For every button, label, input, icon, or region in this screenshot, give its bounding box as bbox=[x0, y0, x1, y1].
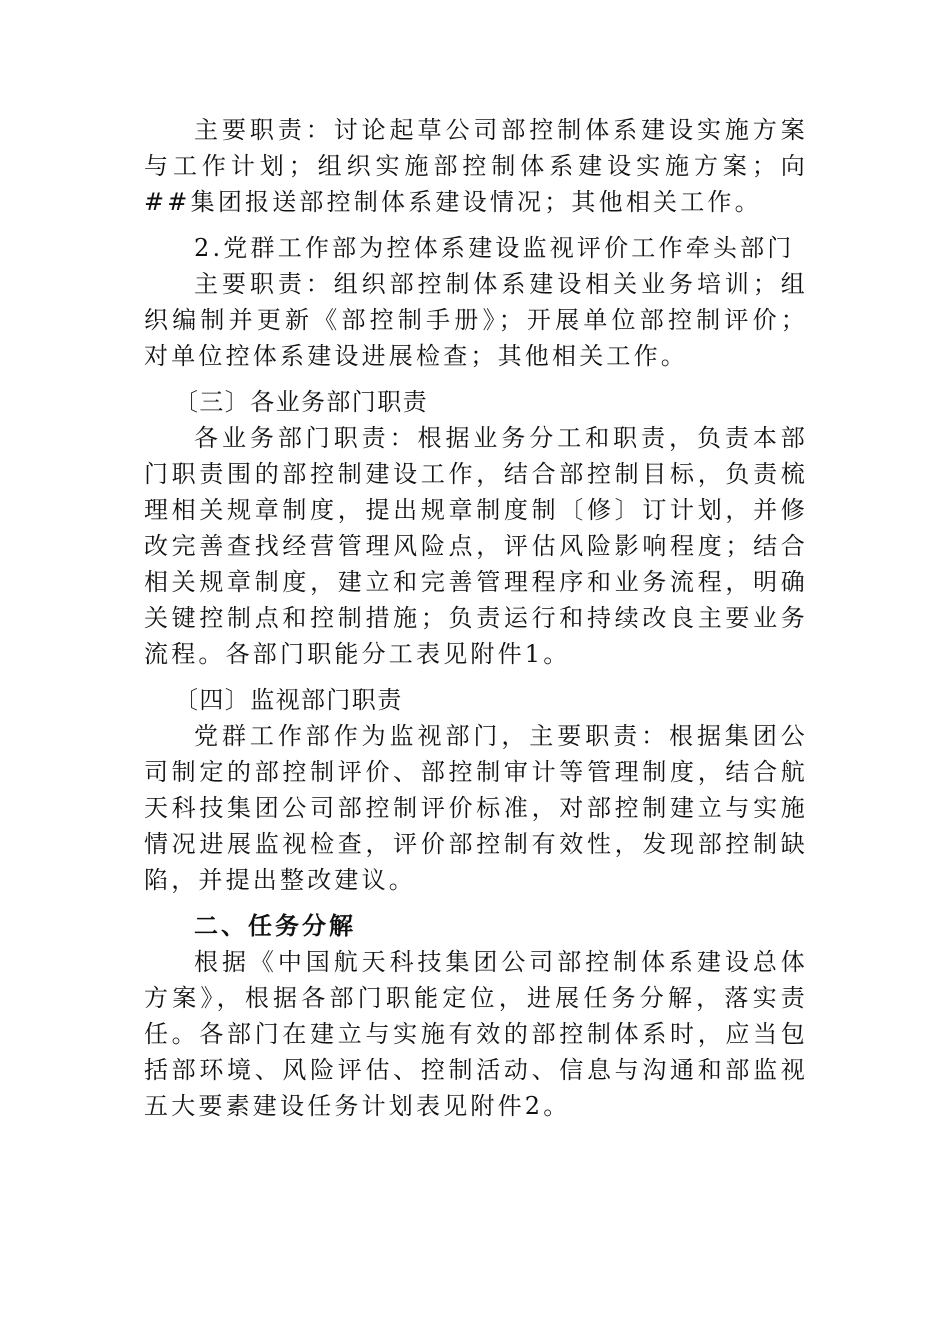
paragraph-business-departments: 各业务部门职责：根据业务分工和职责，负责本部门职责围的部控制建设工作，结合部控制目标，负责梳理相关规章制度，提出规章制度制〔修〕订计划，并修改完善查找经营管理风险点，评估风险影响程度；结合相关规章制度，建立和完善管理程序和业务流程，明确关键控制点和控制措施；负责运行和持续改良主要业务流程。各部门职能分工表见附件1。 bbox=[144, 424, 808, 668]
paragraph-supervision-department: 党群工作部作为监视部门，主要职责：根据集团公司制定的部控制评价、部控制审计等管理制度，结合航天科技集团公司部控制评价标准，对部控制建立与实施情况进展监视检查，评价部控制有效性，发现部控制缺陷，并提出整改建议。 bbox=[144, 722, 808, 894]
paragraph-main-duties-2: 主要职责：组织部控制体系建设相关业务培训；组织编制并更新《部控制手册》；开展单位部控制评价；对单位控体系建设进展检查；其他相关工作。 bbox=[144, 270, 808, 370]
paragraph-main-duties-1: 主要职责：讨论起草公司部控制体系建设实施方案与工作计划；组织实施部控制体系建设实施方案；向##集团报送部控制体系建设情况；其他相关工作。 bbox=[144, 116, 808, 216]
paragraph-task-breakdown: 根据《中国航天科技集团公司部控制体系建设总体方案》，根据各部门职能定位，进展任务分解，落实责任。各部门在建立与实施有效的部控制体系时，应当包括部环境、风险评估、控制活动、信息与沟通和部监视五大要素建设任务计划表见附件2。 bbox=[144, 948, 808, 1120]
document-body bbox=[144, 112, 808, 1124]
section-heading-task-breakdown: 二、任务分解 bbox=[194, 912, 356, 940]
item-party-department: 2.党群工作部为控体系建设监视评价工作牵头部门 bbox=[194, 234, 795, 262]
subheading-supervision-department: 〔四〕监视部门职责 bbox=[174, 686, 403, 714]
subheading-business-departments: 〔三〕各业务部门职责 bbox=[174, 388, 428, 416]
